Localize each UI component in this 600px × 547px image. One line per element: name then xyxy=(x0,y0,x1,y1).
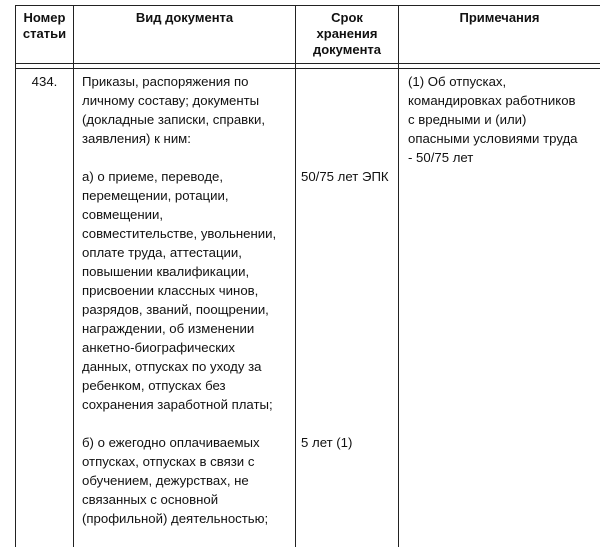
text-line: награждении, об изменении xyxy=(82,321,255,336)
item-a-paragraph xyxy=(82,167,294,414)
column-divider-2 xyxy=(295,5,296,547)
text-line: присвоении классных чинов, xyxy=(82,283,259,298)
document-type-cell xyxy=(82,72,294,528)
text-line: а) о приеме, переводе, xyxy=(82,169,224,184)
table-top-border xyxy=(15,5,600,6)
header-retention-line: документа xyxy=(312,42,382,57)
article-number-text: 434. xyxy=(31,74,58,89)
retention-term-a xyxy=(301,167,397,186)
text-line: ребенком, отпусках без xyxy=(82,378,226,393)
text-line: командировках работников xyxy=(408,93,576,108)
text-line: б) о ежегодно оплачиваемых xyxy=(82,435,260,450)
text-line: (1) Об отпусках, xyxy=(408,74,507,89)
column-divider-1 xyxy=(73,5,74,547)
text-line: разрядов, званий, поощрении, xyxy=(82,302,269,317)
header-retention-line: хранения xyxy=(316,26,378,41)
article-number xyxy=(16,72,73,91)
header-retention-period xyxy=(296,10,398,58)
text-line: перемещении, ротации, xyxy=(82,188,229,203)
notes-cell xyxy=(408,72,599,167)
header-number-line: Номер xyxy=(23,10,66,25)
text-line: отпусках, отпусках в связи с xyxy=(82,454,255,469)
intro-paragraph xyxy=(82,72,294,148)
retention-term-text: 50/75 лет ЭПК xyxy=(301,169,389,184)
text-line: оплате труда, аттестации, xyxy=(82,245,242,260)
header-notes-text: Примечания xyxy=(459,10,540,25)
header-number-line: статьи xyxy=(22,26,67,41)
row-top-border xyxy=(15,68,600,69)
retention-term-text: 5 лет (1) xyxy=(301,435,353,450)
header-document-type xyxy=(74,10,295,26)
header-notes xyxy=(399,10,600,26)
retention-term-b xyxy=(301,433,397,452)
text-line: совмещении, xyxy=(82,207,164,222)
text-line: с вредными и (или) xyxy=(408,112,527,127)
text-line: данных, отпусках по уходу за xyxy=(82,359,262,374)
text-line: личному составу; документы xyxy=(82,93,260,108)
text-line: совместительстве, увольнении, xyxy=(82,226,277,241)
header-bottom-border xyxy=(15,63,600,64)
text-line: (докладные записки, справки, xyxy=(82,112,265,127)
item-b-paragraph xyxy=(82,433,294,528)
text-line: опасными условиями труда xyxy=(408,131,578,146)
text-line: связанных с основной xyxy=(82,492,219,507)
text-line: повышении квалификации, xyxy=(82,264,250,279)
text-line: - 50/75 лет xyxy=(408,150,474,165)
text-line: (профильной) деятельностью; xyxy=(82,511,269,526)
retention-table xyxy=(15,5,600,547)
header-retention-line: Срок xyxy=(331,10,363,25)
text-line: анкетно-биографических xyxy=(82,340,235,355)
text-line: сохранения заработной платы; xyxy=(82,397,273,412)
header-article-number xyxy=(16,10,73,42)
text-line: заявления) к ним: xyxy=(82,131,191,146)
text-line: Приказы, распоряжения по xyxy=(82,74,249,89)
header-doc-type-text: Вид документа xyxy=(135,10,234,25)
column-divider-3 xyxy=(398,5,399,547)
text-line: обучением, дежурствах, не xyxy=(82,473,249,488)
